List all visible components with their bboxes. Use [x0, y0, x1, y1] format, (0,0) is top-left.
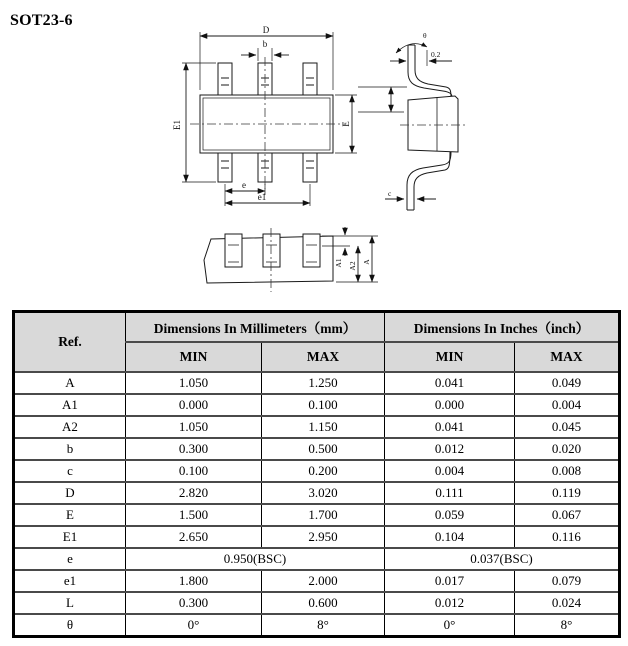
inch-max-cell: 8° [515, 614, 620, 637]
header-mm-group: Dimensions In Millimeters（mm） [126, 312, 385, 343]
mm-min-cell: 1.050 [126, 372, 262, 394]
inch-max-cell: 0.119 [515, 482, 620, 504]
mm-max-cell: 1.250 [262, 372, 385, 394]
mm-max-cell: 3.020 [262, 482, 385, 504]
inch-span-cell: 0.037(BSC) [385, 548, 620, 570]
dimension-row [14, 592, 620, 614]
dimension-row [14, 504, 620, 526]
dimension-row [14, 460, 620, 482]
header-inch-min: MIN [385, 342, 515, 372]
mm-max-cell: 1.700 [262, 504, 385, 526]
inch-min-cell: 0.004 [385, 460, 515, 482]
mm-span-cell: 0.950(BSC) [126, 548, 385, 570]
ref-cell: E1 [14, 526, 126, 548]
dim-label-offset: 0.2 [431, 50, 441, 59]
inch-min-cell: 0.104 [385, 526, 515, 548]
mm-min-cell: 0.300 [126, 438, 262, 460]
inch-min-cell: 0.111 [385, 482, 515, 504]
inch-max-cell: 0.079 [515, 570, 620, 592]
ref-cell: L [14, 592, 126, 614]
inch-min-cell: 0.012 [385, 592, 515, 614]
dimension-row [14, 416, 620, 438]
dim-label-a: A [362, 259, 371, 265]
inch-max-cell: 0.024 [515, 592, 620, 614]
dim-label-c: c [388, 189, 392, 198]
ref-cell: e1 [14, 570, 126, 592]
mm-max-cell: 2.000 [262, 570, 385, 592]
inch-max-cell: 0.049 [515, 372, 620, 394]
page-title: SOT23-6 [10, 12, 73, 29]
top-view-drawing [172, 25, 357, 206]
ref-cell: E [14, 504, 126, 526]
mm-min-cell: 0.100 [126, 460, 262, 482]
table-header [14, 312, 620, 373]
dim-label-theta: θ [423, 31, 427, 40]
inch-max-cell: 0.116 [515, 526, 620, 548]
side-view-body [408, 96, 458, 152]
dim-label-e-height: E [341, 121, 351, 127]
inch-max-cell: 0.067 [515, 504, 620, 526]
mm-max-cell: 0.200 [262, 460, 385, 482]
mm-min-cell: 0° [126, 614, 262, 637]
side-view-top-lead [408, 45, 452, 97]
dim-label-d: D [262, 25, 270, 35]
header-ref: Ref. [14, 312, 126, 373]
dimension-row [14, 548, 620, 570]
dimension-row [14, 394, 620, 416]
inch-min-cell: 0° [385, 614, 515, 637]
ref-cell: θ [14, 614, 126, 637]
end-view-drawing [204, 227, 378, 292]
header-mm-max: MAX [262, 342, 385, 372]
dimension-row [14, 526, 620, 548]
header-mm-min: MIN [126, 342, 262, 372]
inch-min-cell: 0.041 [385, 372, 515, 394]
dimension-row [14, 482, 620, 504]
inch-max-cell: 0.045 [515, 416, 620, 438]
mm-max-cell: 0.600 [262, 592, 385, 614]
dim-label-b: b [262, 39, 268, 49]
table-body [14, 372, 620, 637]
inch-min-cell: 0.017 [385, 570, 515, 592]
inch-min-cell: 0.012 [385, 438, 515, 460]
mm-min-cell: 1.050 [126, 416, 262, 438]
dim-label-e-pitch: e [242, 180, 246, 190]
ref-cell: b [14, 438, 126, 460]
end-view-leads [225, 234, 320, 267]
mm-min-cell: 0.300 [126, 592, 262, 614]
inch-max-cell: 0.020 [515, 438, 620, 460]
dimensions-table [12, 310, 621, 638]
mm-min-cell: 1.800 [126, 570, 262, 592]
ref-cell: A2 [14, 416, 126, 438]
dimension-row [14, 614, 620, 637]
mm-max-cell: 8° [262, 614, 385, 637]
inch-max-cell: 0.008 [515, 460, 620, 482]
ref-cell: e [14, 548, 126, 570]
top-view-pins [218, 63, 317, 182]
ref-cell: A1 [14, 394, 126, 416]
mm-min-cell: 2.820 [126, 482, 262, 504]
dim-label-a2: A2 [348, 261, 357, 271]
ref-cell: c [14, 460, 126, 482]
package-outline-drawing [0, 0, 628, 305]
mm-min-cell: 2.650 [126, 526, 262, 548]
mm-max-cell: 0.500 [262, 438, 385, 460]
mm-min-cell: 1.500 [126, 504, 262, 526]
mm-min-cell: 0.000 [126, 394, 262, 416]
dimension-row [14, 570, 620, 592]
mm-max-cell: 0.100 [262, 394, 385, 416]
mm-max-cell: 1.150 [262, 416, 385, 438]
header-inch-group: Dimensions In Inches（inch） [385, 312, 620, 343]
mm-max-cell: 2.950 [262, 526, 385, 548]
ref-cell: D [14, 482, 126, 504]
dimension-row [14, 372, 620, 394]
dimension-row [14, 438, 620, 460]
dim-label-e1-height: E1 [172, 120, 182, 130]
ref-cell: A [14, 372, 126, 394]
side-view-drawing [358, 31, 466, 210]
dim-label-a1: A1 [334, 258, 343, 268]
inch-min-cell: 0.000 [385, 394, 515, 416]
inch-max-cell: 0.004 [515, 394, 620, 416]
inch-min-cell: 0.059 [385, 504, 515, 526]
side-view-bottom-lead [407, 152, 451, 210]
header-inch-max: MAX [515, 342, 620, 372]
dim-label-e1-span: e1 [257, 192, 267, 202]
inch-min-cell: 0.041 [385, 416, 515, 438]
